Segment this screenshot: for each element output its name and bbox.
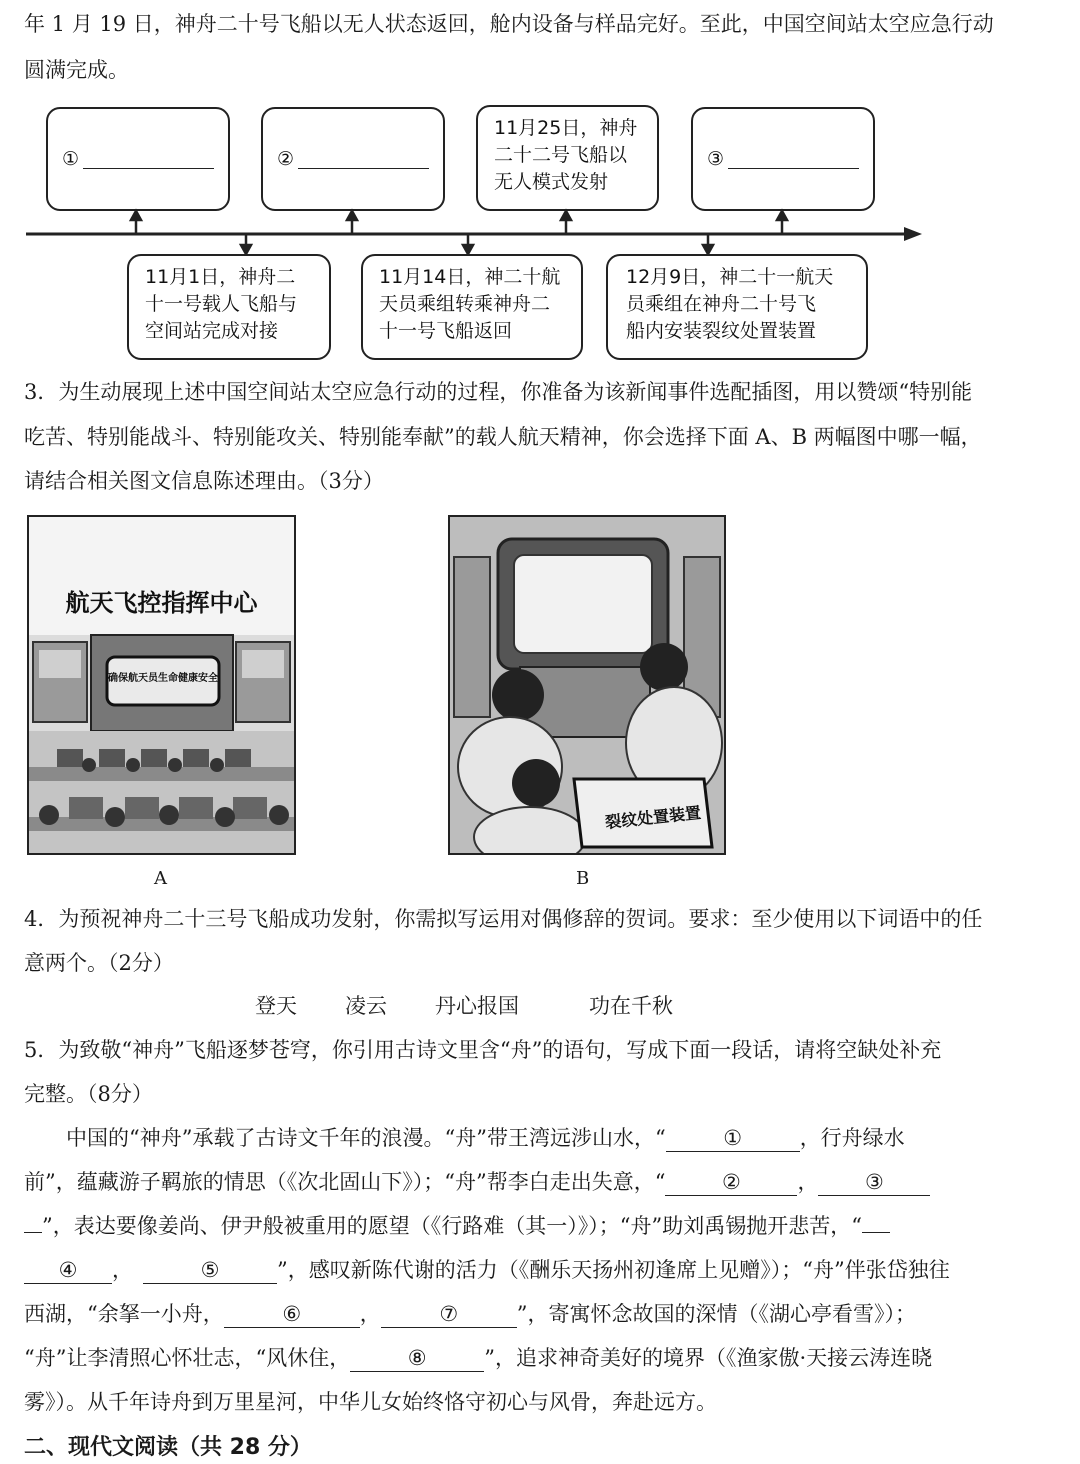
q5-text: “舟”让李清照心怀壮志，“风休住， xyxy=(24,1346,351,1370)
q4-line-2: 意两个。（2分） xyxy=(24,951,174,975)
blank-marker-3: ③ xyxy=(707,147,725,170)
q5-paragraph-row-4 xyxy=(24,1254,950,1286)
blank-4[interactable]: ④ xyxy=(24,1257,112,1284)
q5-text: ， xyxy=(797,1170,819,1194)
word-item: 登天 xyxy=(255,994,297,1018)
q5-text: ，行舟绿水 xyxy=(799,1126,905,1150)
q5-paragraph-row-1 xyxy=(66,1122,905,1154)
figure-a-control-center xyxy=(27,515,296,855)
blank-4-start xyxy=(862,1232,890,1233)
blank-5[interactable]: ⑤ xyxy=(143,1257,277,1284)
q3-line-2: 吃苦、特别能战斗、特别能攻关、特别能奉献”的载人航天精神，你会选择下面 A、B 两幅图中哪一幅， xyxy=(24,425,982,449)
q5-line-1: 5．为致敬“神舟”飞船逐梦苍穹，你引用古诗文里含“舟”的语句，写成下面一段话，请将空缺处补充 xyxy=(24,1038,942,1062)
q5-text: ”，表达要像姜尚、伊尹般被重用的愿望（《行路难（其一）》）；“舟”助刘禹锡抛开悲苦，“ xyxy=(42,1214,862,1238)
section-2-heading: 二、现代文阅读（共 28 分） xyxy=(24,1435,312,1460)
q5-text: 中国的“神舟”承载了古诗文千年的浪漫。“舟”带王湾远涉山水，“ xyxy=(66,1126,666,1150)
timeline-box-dec9 xyxy=(606,254,868,360)
intro-line-1: 年 1 月 19 日，神舟二十号飞船以无人状态返回，舱内设备与样品完好。至此，中国空间站太空应急行动 xyxy=(24,12,994,36)
q5-paragraph-row-7: 雾》）。从千年诗舟到万里星河，中华儿女始终恪守初心与风骨，奔赴远方。 xyxy=(24,1390,717,1414)
blank-7[interactable]: ⑦ xyxy=(381,1301,517,1328)
blank-6[interactable]: ⑥ xyxy=(224,1301,360,1328)
box-line: 空间站完成对接 xyxy=(145,320,279,342)
timeline-box-nov1 xyxy=(127,254,331,360)
box-line: 船内安装裂纹处置装置 xyxy=(626,320,817,342)
q5-paragraph-row-5 xyxy=(24,1298,916,1330)
box-line: 11月14日，神二十航 xyxy=(379,266,561,288)
q5-text: 西湖，“余拏一小舟， xyxy=(24,1302,224,1326)
q5-paragraph-row-6 xyxy=(24,1342,932,1374)
q3-line-1: 3．为生动展现上述中国空间站太空应急行动的过程，你准备为该新闻事件选配插图，用以赞颂“特别能 xyxy=(24,380,973,404)
box-line: 十一号飞船返回 xyxy=(379,320,513,342)
control-center-illustration xyxy=(29,517,294,853)
word-item: 丹心报国 xyxy=(435,994,519,1018)
figure-b-box-label: 裂纹处置装置 xyxy=(604,803,702,832)
blank-3-cont xyxy=(24,1232,42,1233)
q5-text: ， xyxy=(359,1302,381,1326)
blank-2[interactable]: ② xyxy=(665,1169,797,1196)
timeline-box-nov14 xyxy=(361,254,583,360)
box-line: 十一号载人飞船与 xyxy=(145,293,298,315)
figure-b-spacecraft-interior xyxy=(448,515,726,855)
q4-line-1: 4．为预祝神舟二十三号飞船成功发射，你需拟写运用对偶修辞的贺词。要求：至少使用以下词语中的任 xyxy=(24,907,983,931)
word-item: 功在千秋 xyxy=(589,994,673,1018)
box-line: 二十二号飞船以 xyxy=(494,144,628,166)
blank-1[interactable]: ① xyxy=(666,1125,800,1152)
q5-text: ”，感叹新陈代谢的活力（《酬乐天扬州初逢席上见赠》）；“舟”伴张岱独往 xyxy=(277,1258,950,1282)
box-line: 无人模式发射 xyxy=(494,171,609,193)
figure-a-banner: 航天飞控指挥中心 xyxy=(65,589,258,617)
q4-word-list xyxy=(255,990,721,1022)
q5-text: ， xyxy=(112,1258,133,1282)
q5-paragraph-row-3 xyxy=(24,1210,890,1242)
timeline-axis xyxy=(0,0,1080,270)
figure-a-screen-text: 确保航天员生命健康安全 xyxy=(108,673,218,684)
blank-marker-1: ① xyxy=(62,147,80,170)
blank-3[interactable]: ③ xyxy=(818,1169,930,1196)
box-line: 11月1日，神舟二 xyxy=(145,266,296,288)
box-line: 员乘组在神舟二十号飞 xyxy=(626,293,817,315)
q3-line-3: 请结合相关图文信息陈述理由。（3分） xyxy=(24,469,384,493)
q5-line-2: 完整。（8分） xyxy=(24,1082,153,1106)
figure-b-caption: B xyxy=(576,868,590,889)
blank-8[interactable]: ⑧ xyxy=(350,1345,484,1372)
figure-a-caption: A xyxy=(154,868,167,889)
box-line: 11月25日，神舟 xyxy=(494,117,638,139)
intro-line-2: 圆满完成。 xyxy=(24,58,129,82)
word-item: 凌云 xyxy=(345,994,387,1018)
q5-text: ”，寄寓怀念故国的深情（《湖心亭看雪》）； xyxy=(516,1302,916,1326)
box-line: 天员乘组转乘神舟二 xyxy=(379,293,551,315)
box-line: 12月9日，神二十一航天 xyxy=(626,266,834,288)
q5-text: 前”，蕴藏游子羁旅的情思（《次北固山下》）；“舟”帮李白走出失意，“ xyxy=(24,1170,666,1194)
q5-text: ”，追求神奇美好的境界（《渔家傲·天接云涛连晓 xyxy=(484,1346,933,1370)
blank-marker-2: ② xyxy=(277,147,295,170)
q5-paragraph-row-2 xyxy=(24,1166,930,1198)
